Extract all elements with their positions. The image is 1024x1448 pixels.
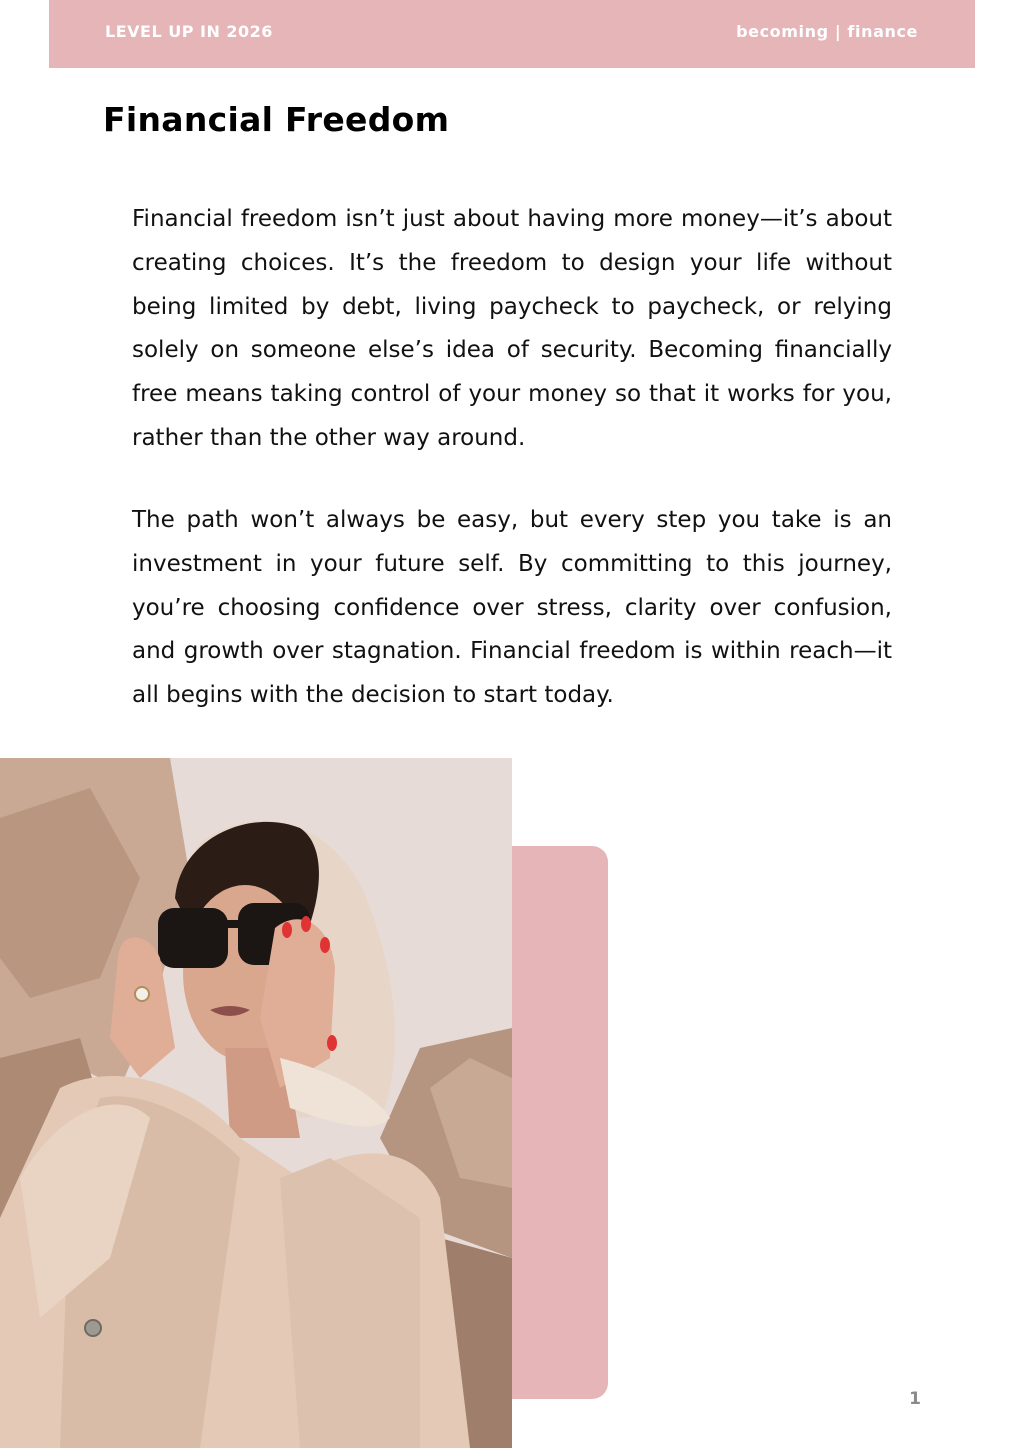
page-number: 1 [909, 1389, 921, 1409]
header-subtitle: becoming | finance [736, 22, 918, 41]
woman-portrait-photo [0, 758, 512, 1448]
body-paragraph: The path won’t always be easy, but every step you take is an investment in your future self. By committing to this journey, you’re choosing confidence over stress, clarity over confusion, and growth over stagnation. Financial freedom is within reach—it all begins with the decision to start today. [132, 507, 892, 709]
header-title: LEVEL UP IN 2026 [105, 22, 273, 41]
body-paragraph: Financial freedom isn’t just about having more money—it’s about creating choices. It’s the freedom to design your life without being limited by debt, living paycheck to paycheck, or relying solely on someone else’s idea of security. Becoming financially free means taking control of your money so that it works for you, rather than the other way around. [132, 206, 892, 451]
page-title: Financial Freedom [103, 100, 450, 139]
header-band [49, 0, 975, 68]
